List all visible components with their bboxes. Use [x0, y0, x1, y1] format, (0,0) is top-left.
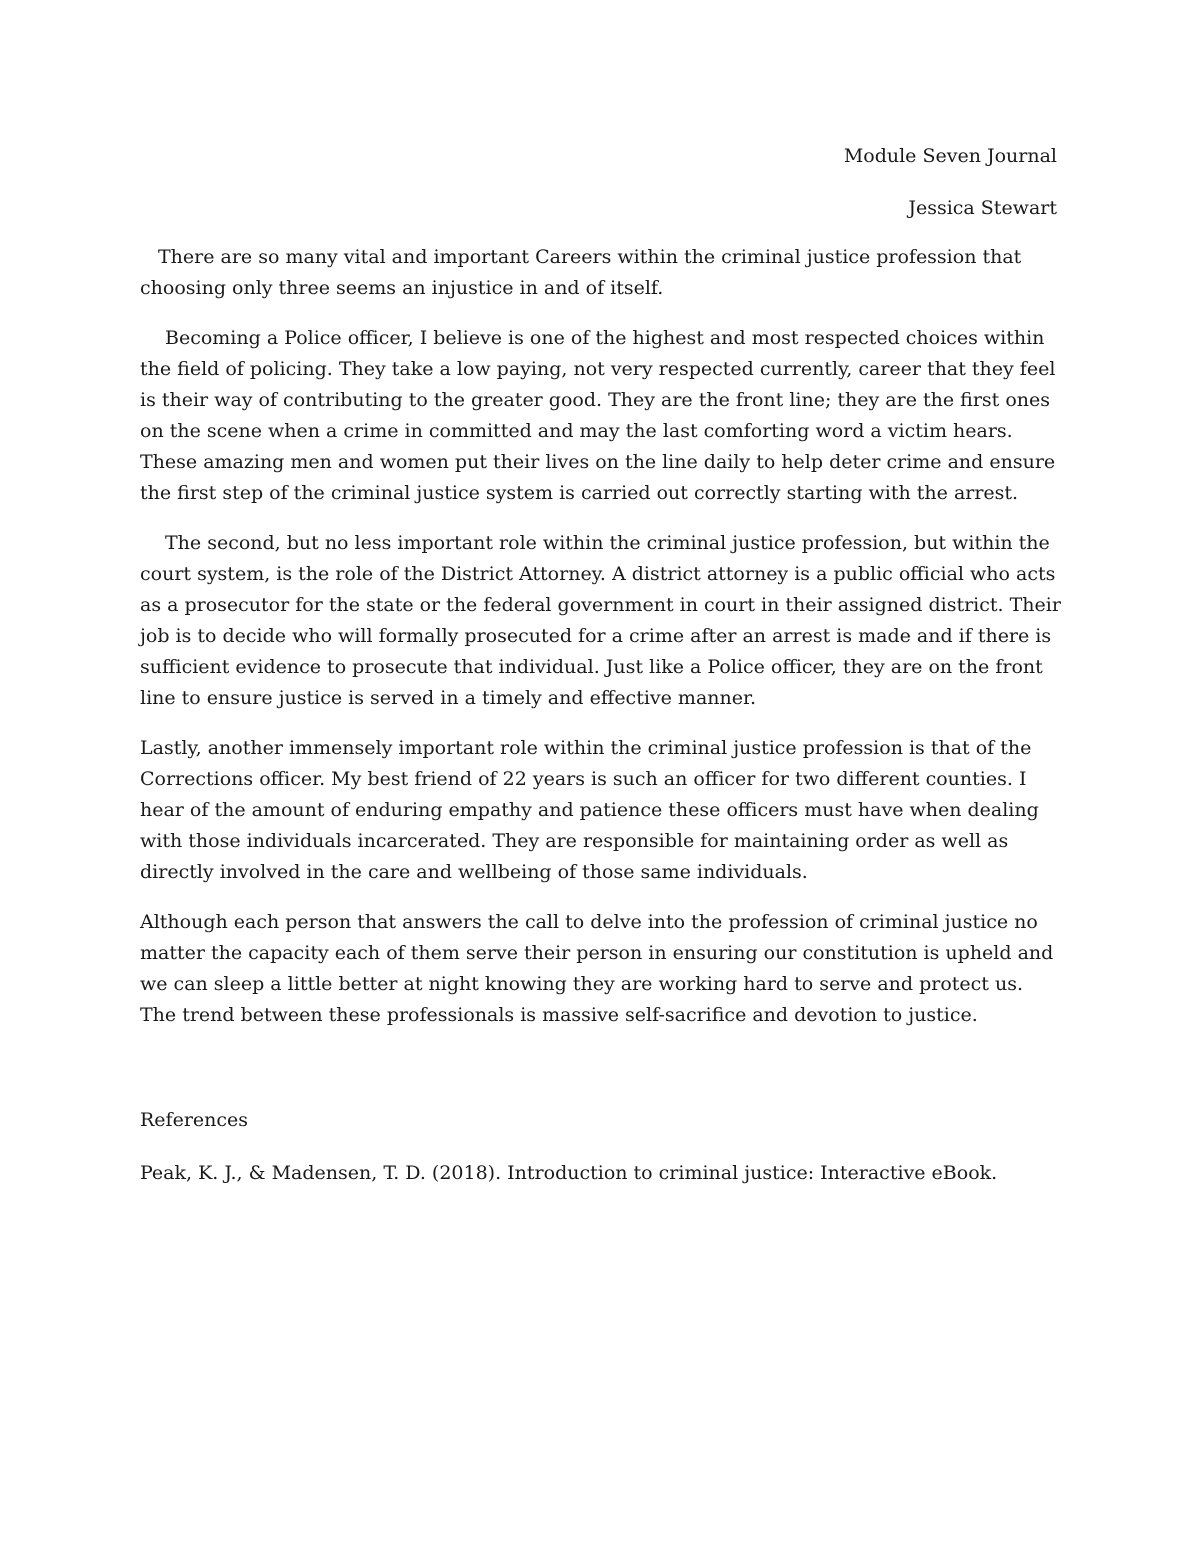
- references-heading: References: [140, 1109, 249, 1131]
- document-title: Module Seven Journal: [843, 145, 1057, 167]
- paragraph-police-officer: Becoming a Police officer, I believe is one of the highest and most respected choices within the field of policing. They take a low paying, not very respected currently, career that they feel is their way of contributing to the greater good. They are the front line; they are the first ones on the scene when a crime in committed and may the last comforting word a victim hears. These amazing men and women put their lives on the line daily to help deter crime and ensure the first step of the criminal justice system is carried out correctly starting with the arrest.: [140, 327, 1056, 504]
- paragraph-intro: There are so many vital and important Careers within the criminal justice profession that choosing only three seems an injustice in and of itself.: [140, 246, 1022, 299]
- paragraph-conclusion: Although each person that answers the call to delve into the profession of criminal justice no matter the capacity each of them serve their person in ensuring our constitution is upheld and we can sleep a little better at night knowing they are working hard to serve and protect us. The trend between these professionals is massive self-sacrifice and devotion to justice.: [140, 911, 1054, 1026]
- reference-entry: Peak, K. J., & Madensen, T. D. (2018). Introduction to criminal justice: Interactive eBook.: [140, 1162, 998, 1184]
- author-name: Jessica Stewart: [908, 197, 1057, 219]
- journal-body: [140, 242, 1065, 1050]
- paragraph-district-attorney: The second, but no less important role within the criminal justice profession, but within the court system, is the role of the District Attorney. A district attorney is a public official who acts as a prosecutor for the state or the federal government in court in their assigned district. Their job is to decide who will formally prosecuted for a crime after an arrest is made and if there is sufficient evidence to prosecute that individual. Just like a Police officer, they are on the front line to ensure justice is served in a timely and effective manner.: [140, 532, 1061, 709]
- paragraph-corrections-officer: Lastly, another immensely important role within the criminal justice profession is that of the Corrections officer. My best friend of 22 years is such an officer for two different counties. I hear of the amount of enduring empathy and patience these officers must have when dealing with those individuals incarcerated. They are responsible for maintaining order as well as directly involved in the care and wellbeing of those same individuals.: [140, 737, 1039, 883]
